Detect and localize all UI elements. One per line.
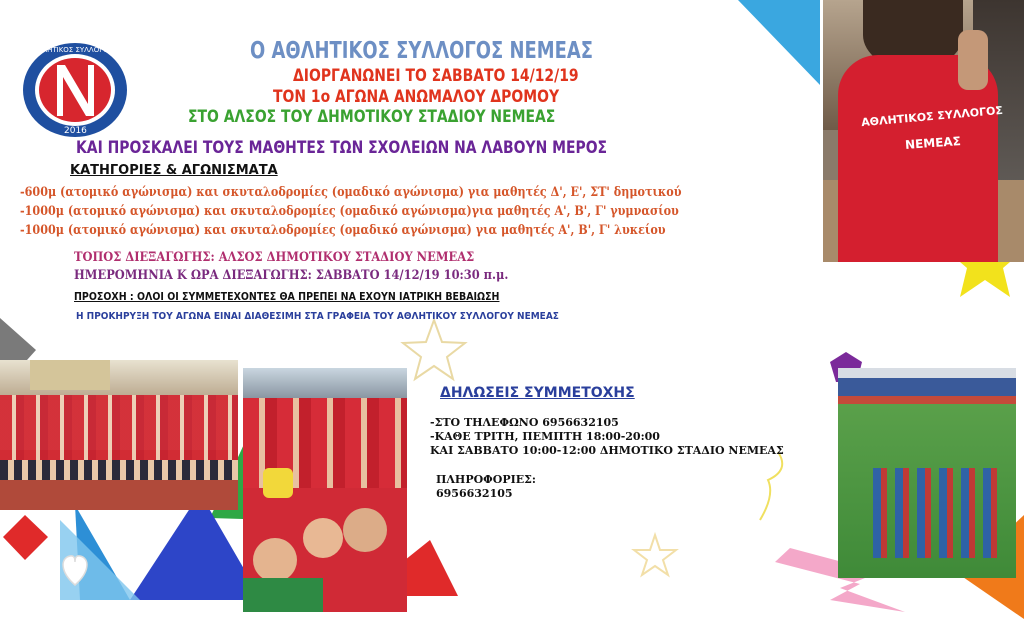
header-line-date: ΔΙΟΡΓΑΝΩΝΕΙ ΤΟ ΣΑΒΒΑΤΟ 14/12/19 <box>293 66 579 86</box>
datetime-line: ΗΜΕΡΟΜΗΝΙΑ Κ ΩΡΑ ΔΙΕΞΑΓΩΓΗΣ: ΣΑΒΒΑΤΟ 14/12/19 10:30 π.μ. <box>74 268 509 283</box>
venue-line: ΤΟΠΟΣ ΔΙΕΞΑΓΩΓΗΣ: ΑΛΣΟΣ ΔΗΜΟΤΙΚΟΥ ΣΤΑΔΙΟΥ ΝΕΜΕΑΣ <box>74 250 475 265</box>
category-item: -1000μ (ατομικό αγώνισμα) και σκυταλοδρομίες (ομαδικό αγώνισμα) για μαθητές Α', Β', Γ' λυκείου <box>20 223 666 238</box>
shirt-text-line2: ΝΕΜΕΑΣ <box>904 134 962 152</box>
info-phone: 6956632105 <box>436 487 513 500</box>
registration-line: -ΚΑΘΕ ΤΡΙΤΗ, ΠΕΜΠΤΗ 18:00-20:00 <box>430 430 660 443</box>
registration-line: ΚΑΙ ΣΑΒΒΑΤΟ 10:00-12:00 ΔΗΜΟΤΙΚΟ ΣΤΑΔΙΟ ΝΕΜΕΑΣ <box>430 444 784 457</box>
photo-stadium-field <box>838 368 1016 578</box>
photo-child-red-shirt <box>823 0 1024 262</box>
shirt-text-line1: ΑΘΛΗΤΙΚΟΣ ΣΥΛΛΟΓΟΣ <box>860 103 1004 130</box>
yellow-squiggle <box>760 452 782 520</box>
logo-ring-text: ΑΘΛΗΤΙΚΟΣ ΣΥΛΛΟΓΟΣ ΝΕΜΕΑΣ <box>32 46 145 54</box>
medical-warning: ΠΡΟΣΟΧΗ : ΟΛΟΙ ΟΙ ΣΥΜΜΕΤΕΧΟΝΤΕΣ ΘΑ ΠΡΕΠΕΙ ΝΑ ΕΧΟΥΝ ΙΑΤΡΙΚΗ ΒΕΒΑΙΩΣΗ <box>74 290 500 303</box>
registration-heading: ΔΗΛΩΣΕΙΣ ΣΥΜΜΕΤΟΧΗΣ <box>440 385 635 401</box>
outline-star-middle <box>403 320 465 379</box>
category-item: -600μ (ατομικό αγώνισμα) και σκυταλοδρομίες (ομαδικό αγώνισμα) για μαθητές Δ', Ε', ΣΤ' δημοτικού <box>20 185 682 200</box>
header-line-invite: ΚΑΙ ΠΡΟΣΚΑΛΕΙ ΤΟΥΣ ΜΑΘΗΤΕΣ ΤΩΝ ΣΧΟΛΕΙΩΝ ΝΑ ΛΑΒΟΥΝ ΜΕΡΟΣ <box>76 138 608 158</box>
categories-heading: ΚΑΤΗΓΟΡΙΕΣ & ΑΓΩΝΙΣΜΑΤΑ <box>70 163 278 178</box>
photo-team-lineup <box>0 360 238 510</box>
logo-year: 2016 <box>64 126 87 136</box>
announcement-notice: Η ΠΡΟΚΗΡΥΞΗ ΤΟΥ ΑΓΩΝΑ ΕΙΝΑΙ ΔΙΑΘΕΣΙΜΗ ΣΤΑ ΓΡΑΦΕΙΑ ΤΟΥ ΑΘΛΗΤΙΚΟΥ ΣΥΛΛΟΓΟΥ ΝΕΜΕΑΣ <box>76 311 559 322</box>
category-item: -1000μ (ατομικό αγώνισμα) και σκυταλοδρομίες (ομαδικό αγώνισμα)για μαθητές Α', Β', Γ' γυμνασίου <box>20 204 679 219</box>
light-blue-triangle-top <box>738 0 820 85</box>
photo-kids-group <box>243 368 407 612</box>
red-diamond <box>3 515 48 560</box>
red-triangle <box>400 540 458 596</box>
header-title: Ο ΑΘΛΗΤΙΚΟΣ ΣΥΛΛΟΓΟΣ ΝΕΜΕΑΣ <box>250 38 594 64</box>
info-label: ΠΛΗΡΟΦΟΡΙΕΣ: <box>436 473 536 486</box>
registration-line: -ΣΤΟ ΤΗΛΕΦΩΝΟ 6956632105 <box>430 416 619 429</box>
outline-star-lower <box>634 535 676 575</box>
header-line-venue: ΣΤΟ ΑΛΣΟΣ ΤΟΥ ΔΗΜΟΤΙΚΟΥ ΣΤΑΔΙΟΥ ΝΕΜΕΑΣ <box>188 107 556 127</box>
header-line-race: ΤΟΝ 1ο ΑΓΩΝΑ ΑΝΩΜΑΛΟΥ ΔΡΟΜΟΥ <box>273 87 560 107</box>
club-logo <box>10 40 145 140</box>
